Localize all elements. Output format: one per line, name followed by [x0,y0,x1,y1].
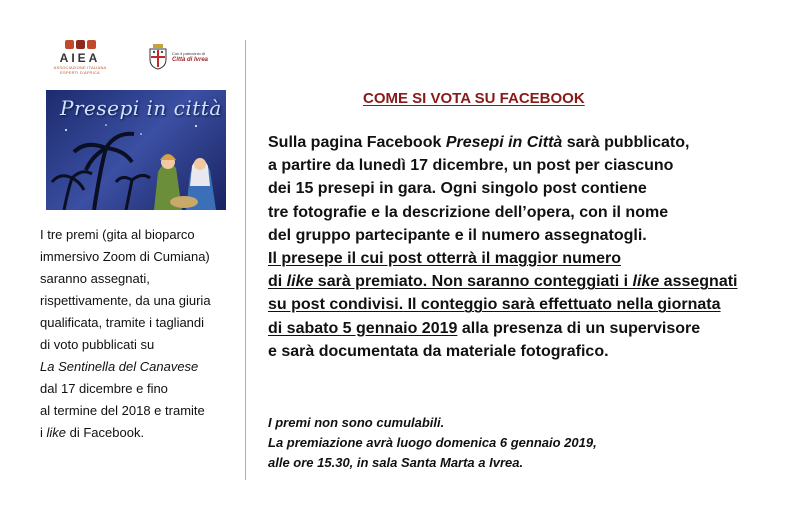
body-line-9-u: di sabato 5 gennaio 2019 [268,319,458,337]
left-line-10-pre: i [40,425,47,440]
body-line-1-pre: Sulla pagina Facebook [268,134,446,151]
footer-notes [268,413,597,473]
body-line-7-post: Non saranno conteggiati i [427,273,633,291]
body-line-7-italic: like [286,273,314,291]
body-line-1-italic: Presepi in Città [445,134,563,151]
poster-title: Presepi in città [60,96,222,120]
body-line-8 [268,293,738,316]
aiea-subtitle-1: ASSOCIAZIONE ITALIANA [53,65,107,70]
left-line-6: di voto pubblicati su [40,337,155,352]
footer-line-2: La premiazione avrà luogo domenica 6 gennaio 2019, [268,435,597,450]
ivrea-logo [148,44,208,70]
footer-line-3: alle ore 15.30, in sala Santa Marta a Ivrea. [268,455,524,470]
left-line-10-italic: like [46,425,67,440]
body-line-5: del gruppo partecipante e il numero assegnatogli. [268,226,647,244]
aiea-logo [50,40,110,75]
body-line-8-post: Il conteggio sarà effettuato nella giornata [403,296,721,314]
logos-row [40,36,240,88]
poster-image [46,90,226,210]
left-line-2: immersivo Zoom di Cumiana) [40,249,210,264]
body-line-1 [268,131,738,154]
body-line-7-italic-2: like [632,273,660,291]
body-line-9 [268,317,738,340]
ivrea-patronage: Con il patrocinio di [172,51,205,56]
left-line-1: I tre premi (gita al bioparco [40,227,195,242]
body-line-1-post: sarà pubblicato, [562,134,690,151]
aiea-subtitle-2: ESPERTI D'AFRICA [60,70,100,75]
left-line-5: qualificata, tramite i tagliandi [40,315,205,330]
ivrea-city: Città di Ivrea [172,57,209,63]
prizes-description [40,224,240,444]
body-line-8-u: su post condivisi. [268,296,404,314]
column-divider [245,40,246,480]
body-line-3: dei 15 presepi in gara. Ogni singolo post contiene [268,180,647,198]
body-line-10: e sarà documentata da materiale fotografico. [268,342,609,360]
left-line-8: dal 17 dicembre e fino [40,381,168,396]
aiea-name: AIEA [59,51,101,65]
body-line-7-end: assegnati [659,273,738,291]
voting-instructions [268,131,738,363]
body-line-6: Il presepe il cui post otterrà il maggior numero [268,250,621,268]
ivrea-text [172,51,208,63]
left-line-3: saranno assegnati, [40,271,150,286]
left-line-4: rispettivamente, da una giuria [40,293,211,308]
left-line-10 [40,422,240,444]
body-line-7-mid: sarà premiato. [313,273,428,291]
body-line-4: tre fotografie e la descrizione dell’opera, con il nome [268,203,669,221]
left-column [40,36,240,440]
body-line-9-post: alla presenza di un supervisore [457,319,701,337]
left-line-10-post: di Facebook. [66,425,145,440]
aiea-crest-icon [50,40,110,49]
left-line-7: La Sentinella del Canavese [40,359,199,374]
left-line-9: al termine del 2018 e tramite [40,403,205,418]
ivrea-shield-icon [148,44,168,70]
body-line-7-pre: di [268,273,287,291]
page-heading: COME SI VOTA SU FACEBOOK [363,90,585,107]
body-line-7-underlined [268,273,738,290]
body-line-7 [268,270,738,293]
body-line-2: a partire da lunedì 17 dicembre, un post per ciascuno [268,157,674,175]
body-line-8-underlined [268,296,721,313]
footer-line-1: I premi non sono cumulabili. [268,415,445,430]
